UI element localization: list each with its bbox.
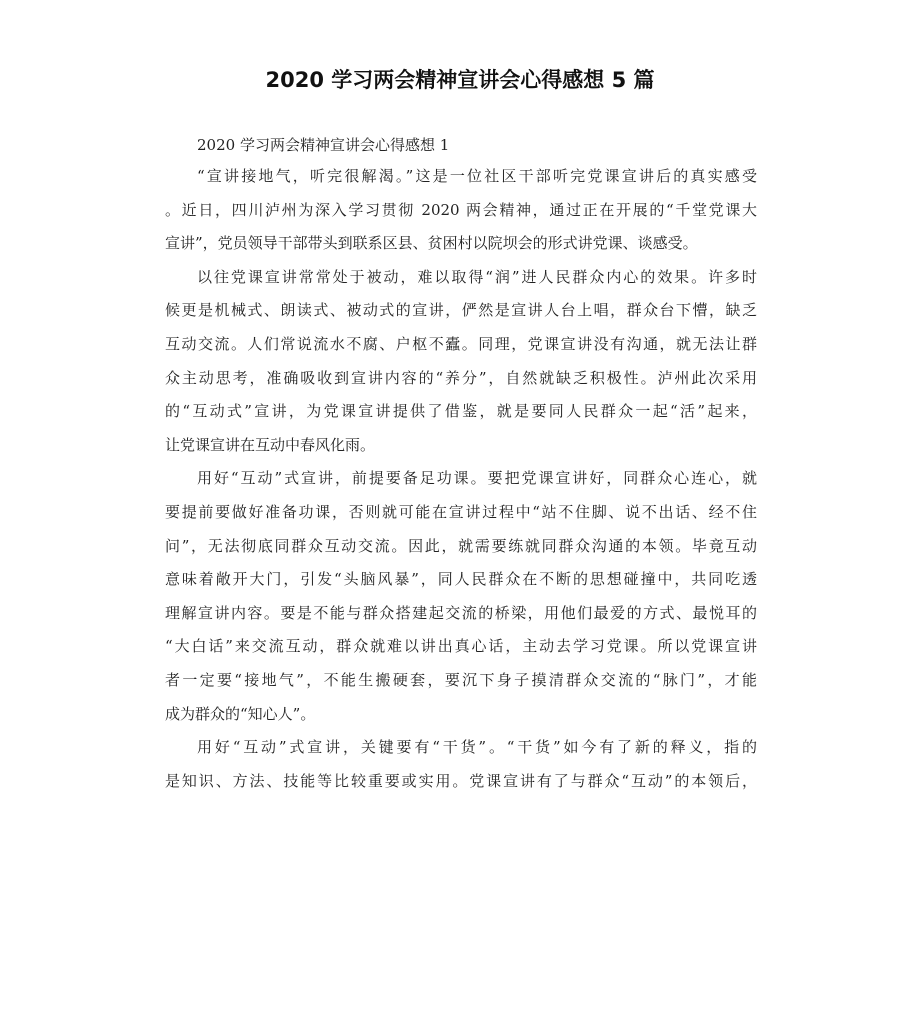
text-line: 要提前要做好准备功课，否则就可能在宣讲过程中“站不住脚、说不出话、经不住 (165, 502, 757, 521)
text-line: 理解宣讲内容。要是不能与群众搭建起交流的桥梁，用他们最爱的方式、最悦耳的 (165, 603, 757, 622)
text-line: 用好“互动”式宣讲，前提要备足功课。要把党课宣讲好，同群众心连心，就 (197, 469, 757, 488)
paragraph-2 (165, 261, 757, 463)
text-line: 让党课宣讲在互动中春风化雨。 (165, 435, 376, 454)
text-line: 候更是机械式、朗读式、被动式的宣讲，俨然是宣讲人台上唱，群众台下懵，缺乏 (165, 301, 757, 320)
text-line: “大白话”来交流互动，群众就难以讲出真心话，主动去学习党课。所以党课宣讲 (165, 637, 757, 656)
section-heading: 2020 学习两会精神宣讲会心得感想 1 (197, 136, 450, 154)
text-line: 用好“互动”式宣讲，关键要有“干货”。“干货”如今有了新的释义，指的 (197, 738, 757, 757)
text-line: 宣讲”，党员领导干部带头到联系区县、贫困村以院坝会的形式讲党课、谈感受。 (165, 234, 698, 253)
paragraph-3 (165, 462, 757, 731)
document-title: 2020 学习两会精神宣讲会心得感想 5 篇 (265, 68, 655, 92)
text-line: 众主动思考，准确吸收到宣讲内容的“养分”，自然就缺乏积极性。泸州此次采用 (165, 368, 757, 387)
text-line: 以往党课宣讲常常处于被动，难以取得“润”进人民群众内心的效果。许多时 (197, 267, 757, 286)
text-line: 互动交流。人们常说流水不腐、户枢不蠹。同理，党课宣讲没有沟通，就无法让群 (165, 334, 757, 353)
text-line: 。近日，四川泸州为深入学习贯彻 2020 两会精神，通过正在开展的“千堂党课大 (165, 200, 757, 219)
text-line: 的“互动式”宣讲，为党课宣讲提供了借鉴，就是要同人民群众一起“活”起来， (165, 402, 757, 421)
paragraph-1 (165, 160, 757, 261)
text-line: 意味着敞开大门，引发“头脑风暴”，同人民群众在不断的思想碰撞中，共同吃透 (165, 570, 757, 589)
document-body (165, 130, 757, 798)
text-line: 成为群众的“知心人”。 (165, 704, 316, 723)
text-line: 是知识、方法、技能等比较重要或实用。党课宣讲有了与群众“互动”的本领后， (165, 771, 757, 790)
text-line: 者一定要“接地气”，不能生搬硬套，要沉下身子摸清群众交流的“脉门”，才能 (165, 670, 757, 689)
paragraph-4 (165, 731, 757, 798)
text-line: 问”，无法彻底同群众互动交流。因此，就需要练就同群众沟通的本领。毕竟互动 (165, 536, 757, 555)
text-line: “宣讲接地气，听完很解渴。”这是一位社区干部听完党课宣讲后的真实感受 (197, 167, 757, 185)
